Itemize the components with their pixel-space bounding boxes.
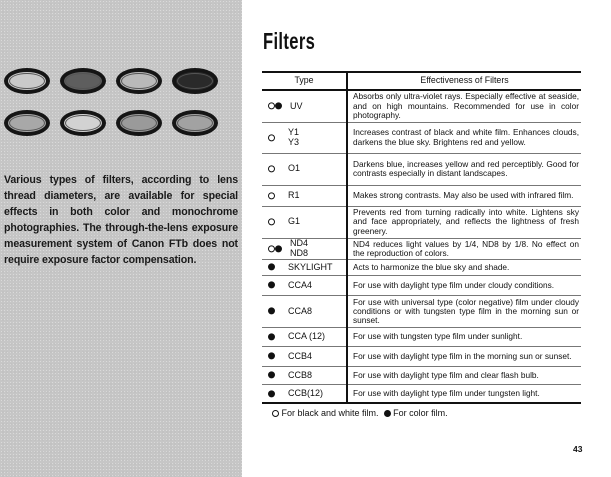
filter-lens-image — [172, 68, 218, 94]
filled-circle-icon — [275, 103, 282, 110]
table-row — [262, 275, 581, 295]
filters-table — [262, 71, 581, 404]
filter-type-cell — [262, 259, 347, 275]
filter-effect-cell: Increases contrast of black and white film. Enhances clouds, darkens the blue sky. Brightens red and yellow. — [347, 122, 581, 153]
table-row — [262, 153, 581, 185]
filter-type-cell — [262, 275, 347, 295]
open-circle-icon — [268, 103, 275, 110]
filter-type-name: Y1 — [288, 127, 300, 137]
filter-lens-image — [116, 68, 162, 94]
filter-type-name: CCA4 — [288, 279, 313, 290]
filter-type-cell — [262, 206, 347, 238]
open-circle-icon — [272, 410, 279, 417]
filter-effect-cell: Makes strong contrasts. May also be used with infrared film. — [347, 185, 581, 206]
filter-type-cell — [262, 384, 347, 403]
symbol-legend — [272, 408, 448, 418]
filter-type-name: UV — [290, 100, 303, 111]
filter-lens-image — [60, 110, 106, 136]
open-circle-icon — [268, 218, 275, 225]
filter-type-cell — [262, 346, 347, 366]
filter-lens-image — [4, 110, 50, 136]
filter-type-name: CCA (12) — [288, 331, 326, 342]
filter-type-name: ND4 — [290, 238, 309, 249]
filter-type-cell — [262, 185, 347, 206]
filled-circle-icon — [268, 264, 275, 271]
table-row — [262, 295, 581, 327]
table-row — [262, 384, 581, 403]
table-row — [262, 90, 581, 122]
film-symbol — [268, 191, 275, 200]
filter-rim — [177, 115, 213, 131]
film-symbol — [268, 102, 282, 111]
film-symbol — [268, 332, 275, 341]
filter-type-name: CCB(12) — [288, 387, 324, 398]
filled-circle-icon — [268, 308, 275, 315]
film-symbol — [268, 133, 275, 142]
filter-effect-cell: For use with daylight type film in the morning sun or sunset. — [347, 346, 581, 366]
header-effectiveness: Effectiveness of Filters — [347, 72, 581, 90]
filled-circle-icon — [268, 390, 275, 397]
filter-type-cell — [262, 153, 347, 185]
filled-circle-icon — [275, 245, 282, 252]
filter-rim — [9, 73, 45, 89]
filter-rim — [121, 115, 157, 131]
filter-effect-cell: Absorbs only ultra-violet rays. Especially effective at seaside, and on high mountains. Recommended for use in color photography. — [347, 90, 581, 122]
open-circle-icon — [268, 134, 275, 141]
filter-type-name: O1 — [288, 163, 301, 174]
filter-type-name: R1 — [288, 189, 300, 200]
filter-type-name: ND8 — [290, 247, 309, 258]
filter-effect-cell: For use with tungsten type film under sunlight. — [347, 327, 581, 346]
filter-effect-cell: ND4 reduces light values by 1/4, ND8 by 1/8. No effect on the reproduction of colors. — [347, 238, 581, 259]
filled-circle-icon — [384, 410, 391, 417]
table-row — [262, 346, 581, 366]
filter-lens-image — [172, 110, 218, 136]
page-number: 43 — [573, 444, 583, 454]
filter-effect-cell: For use with universal type (color negative) film under cloudy conditions or with tungsten type film in the morning sun or sunset. — [347, 295, 581, 327]
filter-type-name: SKYLIGHT — [288, 261, 333, 272]
film-symbol — [268, 164, 275, 173]
film-symbol — [268, 371, 275, 380]
intro-paragraph: Various types of filters, according to lens thread diameters, are available for special effects in both color and monochrome photographies. The through-the-lens exposure measurement system of Canon FTb does not require exposure factor compensation. — [4, 174, 238, 266]
filter-effect-cell: Acts to harmonize the blue sky and shade. — [347, 259, 581, 275]
filter-effect-cell: For use with daylight type film and clear flash bulb. — [347, 366, 581, 384]
filled-circle-icon — [268, 282, 275, 289]
filter-lens-image — [116, 110, 162, 136]
table-row — [262, 206, 581, 238]
open-circle-icon — [268, 192, 275, 199]
filled-circle-icon — [268, 372, 275, 379]
table-row — [262, 327, 581, 346]
filter-type-cell — [262, 366, 347, 384]
filter-rim — [177, 73, 213, 89]
page-title: Filters — [263, 28, 316, 54]
filter-type-cell — [262, 295, 347, 327]
filter-type-cell — [262, 238, 347, 259]
table-row — [262, 259, 581, 275]
film-symbol — [268, 389, 275, 398]
table-row — [262, 122, 581, 153]
filled-circle-icon — [268, 333, 275, 340]
film-symbol — [268, 281, 275, 290]
filter-effect-cell: For use with daylight type film under tungsten light. — [347, 384, 581, 403]
filter-type-name: G1 — [288, 216, 301, 227]
filter-type-cell — [262, 122, 347, 153]
filter-effect-cell: For use with daylight type film under cloudy conditions. — [347, 275, 581, 295]
legend-color: For color film. — [393, 408, 448, 418]
filter-effect-cell: Prevents red from turning radically into white. Lightens sky and face appropriately, and reflects the lightness of fresh greenery. — [347, 206, 581, 238]
filter-type-cell — [262, 327, 347, 346]
left-page — [0, 0, 242, 477]
filter-rim — [121, 73, 157, 89]
open-circle-icon — [268, 245, 275, 252]
filter-rim — [9, 115, 45, 131]
table-row — [262, 238, 581, 259]
film-symbol — [268, 244, 282, 253]
filter-rim — [65, 73, 101, 89]
table-row — [262, 185, 581, 206]
film-symbol — [268, 352, 275, 361]
open-circle-icon — [268, 165, 275, 172]
header-type: Type — [262, 72, 347, 90]
table-header-row — [262, 72, 581, 90]
filter-type-cell — [262, 90, 347, 122]
filter-rim — [65, 115, 101, 131]
filter-effect-cell: Darkens blue, increases yellow and red perceptibly. Good for contrasts especially in distant landscapes. — [347, 153, 581, 185]
film-symbol — [268, 307, 275, 316]
filter-lens-image — [60, 68, 106, 94]
filter-type-name: CCB8 — [288, 369, 313, 380]
film-symbol — [268, 263, 275, 272]
filter-type-name: CCA8 — [288, 305, 313, 316]
filter-type-name: Y3 — [288, 136, 300, 147]
table-row — [262, 366, 581, 384]
filled-circle-icon — [268, 353, 275, 360]
legend-bw: For black and white film. — [281, 408, 379, 418]
film-symbol — [268, 217, 275, 226]
filter-lens-image — [4, 68, 50, 94]
filter-type-name: CCB4 — [288, 350, 313, 361]
